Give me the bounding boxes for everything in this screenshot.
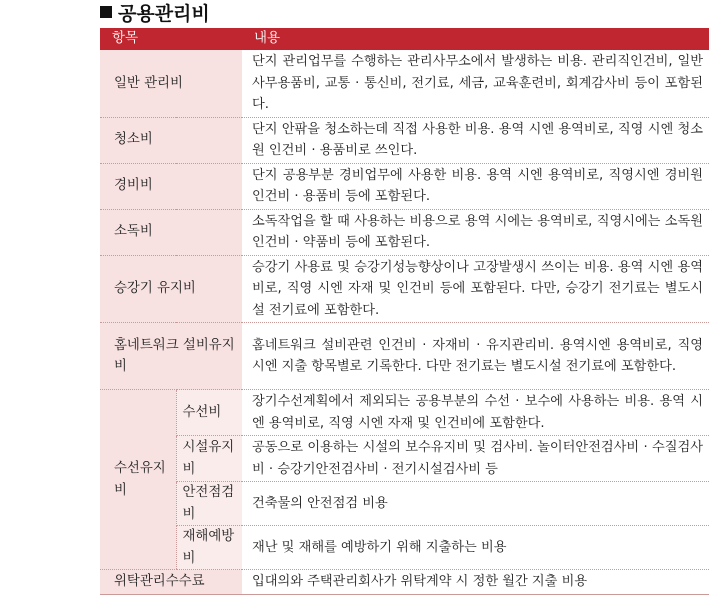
row-content: 단지 관리업무를 수행하는 관리사무소에서 발생하는 비용. 관리직인건비, 일반사무용품비, 교통 · 통신비, 전기료, 세금, 교육훈련비, 회계감사비 등이 포함된다.: [242, 50, 709, 117]
sub-item: 시설유지비: [176, 436, 242, 482]
row-content: 홈네트워크 설비관련 인건비 · 자재비 · 유지관리비. 용역시엔 용역비로, 직영 시엔 지출 항목별로 기록한다. 다만 전기료는 별도시설 전기료에 포함한다.: [242, 323, 709, 390]
header-item: 항목: [100, 28, 242, 50]
section-title-text: 공용관리비: [118, 2, 210, 25]
sub-content: 공동으로 이용하는 시설의 보수유지비 및 검사비. 놀이터안전검사비 · 수질검사비 · 승강기안전검사비 · 전기시설검사비 등: [242, 436, 709, 482]
row-item: 청소비: [100, 117, 242, 163]
row-content: 입대의와 주택관리회사가 위탁계약 시 정한 월간 지출 비용: [242, 570, 709, 595]
header-content: 내용: [242, 28, 709, 50]
row-item: 경비비: [100, 163, 242, 209]
table-header-row: [100, 28, 709, 50]
table-row: [100, 50, 709, 117]
table-row: [100, 209, 709, 255]
group-item: 수선유지비: [100, 390, 176, 570]
table-row: [100, 482, 709, 526]
table-row: [100, 526, 709, 570]
section-title: [100, 0, 210, 24]
table-row: [100, 570, 709, 595]
row-content: 승강기 사용료 및 승강기성능향상이나 고장발생시 쓰이는 비용. 용역 시엔 용역비로, 직영 시엔 자재 및 인건비 등에 포함된다. 다만, 승강기 전기료는 별도시설 전기료에 포함한다.: [242, 255, 709, 323]
sub-item: 재해예방비: [176, 526, 242, 570]
table-row: [100, 117, 709, 163]
cost-table: [100, 28, 709, 595]
sub-content: 재난 및 재해를 예방하기 위해 지출하는 비용: [242, 526, 709, 570]
table-row: [100, 163, 709, 209]
row-item: 일반 관리비: [100, 50, 242, 117]
row-content: 단지 공용부분 경비업무에 사용한 비용. 용역 시엔 용역비로, 직영시엔 경비원인건비 · 용품비 등에 포함된다.: [242, 163, 709, 209]
sub-item: 수선비: [176, 390, 242, 436]
table-row: [100, 255, 709, 323]
row-item: 승강기 유지비: [100, 255, 242, 323]
table-row: [100, 436, 709, 482]
sub-content: 장기수선계획에서 제외되는 공용부분의 수선 · 보수에 사용하는 비용. 용역 시엔 용역비로, 직영 시엔 자재 및 인건비에 포함한다.: [242, 390, 709, 436]
square-bullet-icon: [100, 6, 112, 18]
row-item: 위탁관리수수료: [100, 570, 242, 595]
row-item: 소독비: [100, 209, 242, 255]
table-row: [100, 390, 709, 436]
row-content: 소독작업을 할 때 사용하는 비용으로 용역 시에는 용역비로, 직영시에는 소독원인건비 · 약품비 등에 포함된다.: [242, 209, 709, 255]
sub-item: 안전점검비: [176, 482, 242, 526]
table-row: [100, 323, 709, 390]
row-item: 홈네트워크 설비유지비: [100, 323, 242, 390]
row-content: 단지 안팎을 청소하는데 직접 사용한 비용. 용역 시엔 용역비로, 직영 시엔 청소원 인건비 · 용품비로 쓰인다.: [242, 117, 709, 163]
sub-content: 건축물의 안전점검 비용: [242, 482, 709, 526]
